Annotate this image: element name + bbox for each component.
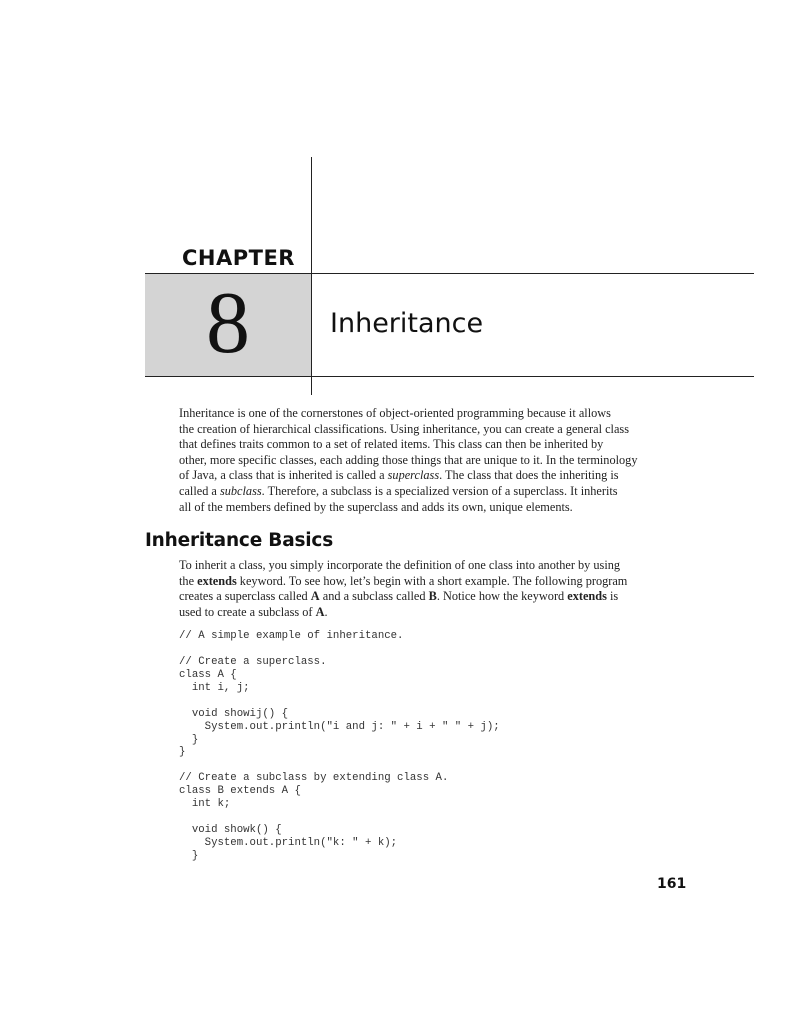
section-heading: Inheritance Basics	[145, 530, 334, 551]
text-run: keyword. To see how, let’s begin with a short example. The following program	[236, 573, 628, 588]
text-run: Inheritance is one of the cornerstones of object-oriented programming because it allows	[179, 406, 611, 420]
text-line	[179, 453, 689, 469]
code-line: int k;	[179, 798, 231, 811]
text-run: .	[324, 604, 328, 619]
bold-term: A	[315, 604, 325, 619]
code-line: // A simple example of inheritance.	[179, 630, 404, 642]
text-line	[179, 500, 689, 516]
code-line: void showij() {	[179, 707, 289, 720]
code-line: }	[179, 733, 199, 746]
italic-term: superclass	[387, 468, 440, 483]
intro-paragraph	[179, 406, 689, 515]
code-line	[179, 759, 500, 772]
italic-term: subclass	[219, 483, 262, 498]
code-line: // Create a superclass.	[179, 655, 327, 668]
chapter-number-box	[145, 274, 311, 376]
code-line: System.out.println("k: " + k);	[179, 837, 398, 849]
text-line	[179, 437, 689, 453]
code-line: void showk() {	[179, 824, 282, 837]
text-run: the creation of hierarchical classifications. Using inheritance, you can create a general class	[179, 421, 629, 436]
text-run: is	[606, 589, 619, 604]
text-run: . The class that does the inheriting is	[439, 468, 619, 483]
code-line: int i, j;	[179, 681, 250, 694]
code-listing	[179, 630, 500, 863]
text-run: creates a superclass called	[179, 589, 311, 604]
bold-term: B	[428, 589, 437, 604]
text-line	[179, 406, 689, 422]
text-run: that defines traits common to a set of related items. This class can then be inherited by	[179, 437, 604, 452]
bold-term: A	[310, 589, 320, 604]
text-line	[179, 484, 689, 500]
text-line	[179, 468, 689, 484]
code-line	[179, 643, 500, 656]
section-paragraph	[179, 558, 689, 620]
text-run: To inherit a class, you simply incorporate the definition of one class into another by using	[179, 558, 621, 572]
text-line	[179, 605, 689, 621]
page-number: 161	[657, 876, 687, 892]
chapter-label: CHAPTER	[182, 246, 295, 270]
text-run: all of the members defined by the superclass and adds its own, unique elements.	[179, 499, 573, 514]
text-run: used to create a subclass of	[179, 604, 316, 619]
code-line: }	[179, 849, 199, 862]
text-run: and a subclass called	[319, 589, 429, 604]
code-line: class B extends A {	[179, 785, 301, 798]
vertical-rule	[311, 157, 312, 395]
code-line	[179, 811, 500, 824]
text-run: other, more specific classes, each adding those things that are unique to it. In the terminology	[179, 452, 638, 467]
chapter-number: 8	[206, 275, 250, 372]
text-line	[179, 589, 689, 605]
chapter-bottom-rule	[145, 376, 754, 377]
text-run: . Notice how the keyword	[436, 589, 568, 604]
text-run: . Therefore, a subclass is a specialized version of a superclass. It inherits	[261, 483, 618, 498]
chapter-title: Inheritance	[330, 308, 484, 339]
text-run: of Java, a class that is inherited is called a	[179, 468, 388, 483]
bold-term: extends	[197, 573, 237, 588]
text-line	[179, 422, 689, 438]
text-run: the	[179, 573, 198, 588]
code-line: }	[179, 746, 186, 759]
bold-term: extends	[567, 589, 607, 604]
text-line	[179, 574, 689, 590]
code-line	[179, 695, 500, 708]
text-line	[179, 558, 689, 574]
code-line: System.out.println("i and j: " + i + " " + j);	[179, 720, 500, 733]
code-line: // Create a subclass by extending class A.	[179, 772, 449, 785]
text-run: called a	[179, 483, 220, 498]
code-line: class A {	[179, 668, 237, 681]
